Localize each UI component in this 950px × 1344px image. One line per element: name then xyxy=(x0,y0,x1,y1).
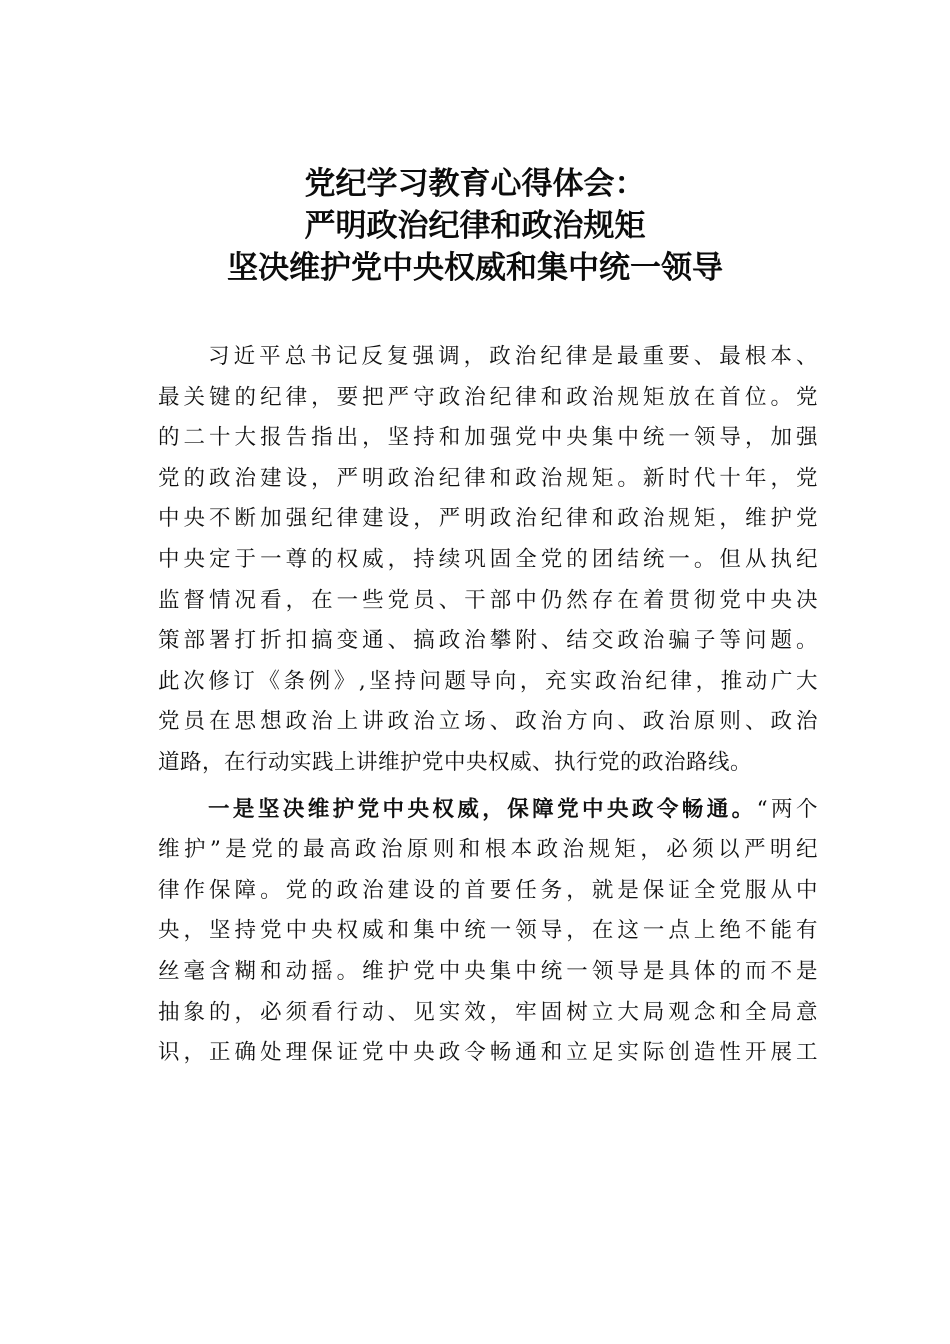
paragraph-line: 策部署打折扣搞变通、搞政治攀附、结交政治骗子等问题。 xyxy=(158,628,818,654)
paragraph-line: 中央定于一尊的权威，持续巩固全党的团结统一。但从执纪 xyxy=(158,546,818,572)
paragraph-lead-line xyxy=(158,790,818,831)
paragraph-line: 道路，在行动实践上讲维护党中央权威、执行党的政治路线。 xyxy=(158,749,753,775)
paragraph-line: 党的政治建设，严明政治纪律和政治规矩。新时代十年，党 xyxy=(158,465,818,491)
paragraph-line: 丝毫含糊和动摇。维护党中央集中统一领导是具体的而不是 xyxy=(158,958,818,984)
title-line-1: 党纪学习教育心得体会： xyxy=(304,166,646,202)
paragraph-line: 央，坚持党中央权威和集中统一领导，在这一点上绝不能有 xyxy=(158,918,818,944)
document-title xyxy=(0,163,950,289)
paragraph-1 xyxy=(158,337,818,784)
paragraph-line: 中央不断加强纪律建设，严明政治纪律和政治规矩，维护党 xyxy=(158,506,818,532)
paragraph-line: 此次修订《条例》,坚持问题导向，充实政治纪律，推动广大 xyxy=(158,668,818,694)
title-line-3: 坚决维护党中央权威和集中统一领导 xyxy=(227,250,723,286)
paragraph-line: 识，正确处理保证党中央政令畅通和立足实际创造性开展工 xyxy=(158,1040,818,1066)
paragraph-line: 抽象的，必须看行动、见实效，牢固树立大局观念和全局意 xyxy=(158,999,818,1025)
paragraph-line: 维护”是党的最高政治原则和根本政治规矩，必须以严明纪 xyxy=(158,837,818,863)
paragraph-lead-text: “两个 xyxy=(756,796,818,822)
title-line-2: 严明政治纪律和政治规矩 xyxy=(304,208,646,244)
paragraph-line: 律作保障。党的政治建设的首要任务，就是保证全党服从中 xyxy=(158,877,818,903)
document-body xyxy=(158,337,818,1074)
paragraph-line: 党员在思想政治上讲政治立场、政治方向、政治原则、政治 xyxy=(158,709,818,735)
paragraph-line: 监督情况看，在一些党员、干部中仍然存在着贯彻党中央决 xyxy=(158,587,818,613)
paragraph-line: 最关键的纪律，要把严守政治纪律和政治规矩放在首位。党 xyxy=(158,384,818,410)
paragraph-line: 习近平总书记反复强调，政治纪律是最重要、最根本、 xyxy=(208,344,818,369)
paragraph-line: 的二十大报告指出，坚持和加强党中央集中统一领导，加强 xyxy=(158,425,818,451)
paragraph-2 xyxy=(158,790,818,1074)
paragraph-lead-heading: 一是坚决维护党中央权威，保障党中央政令畅通。 xyxy=(208,796,757,822)
